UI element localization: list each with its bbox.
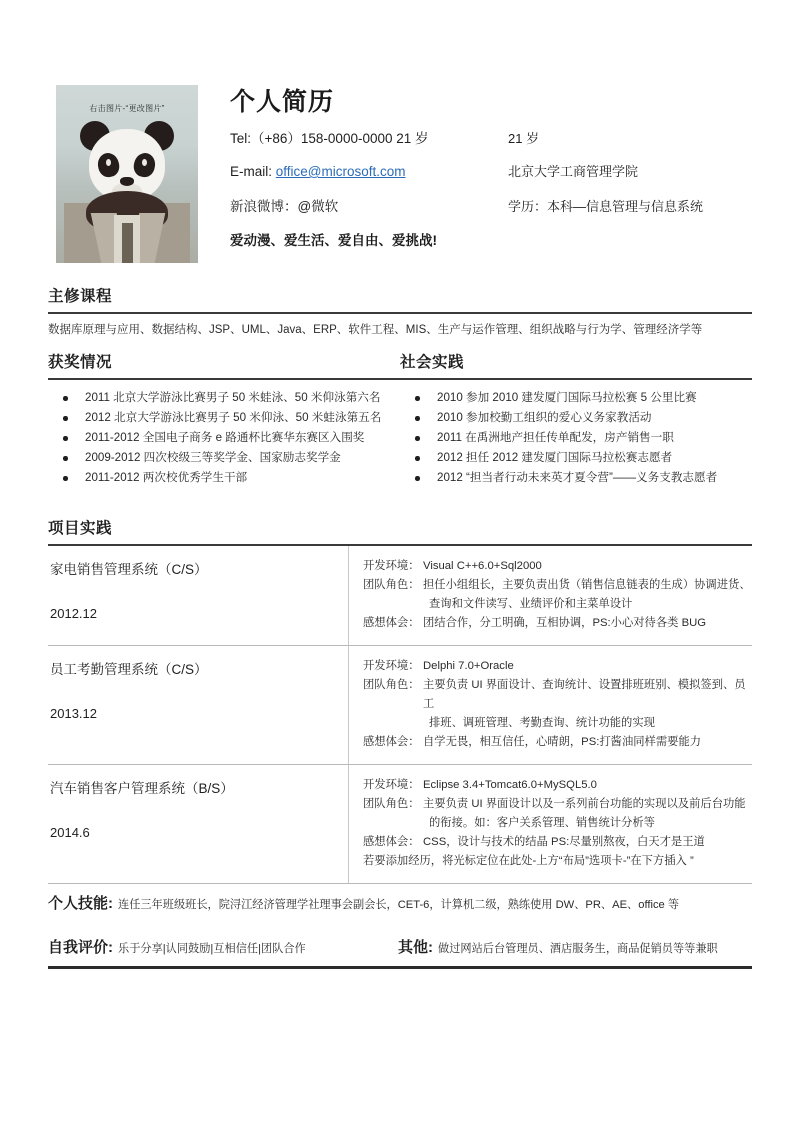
project-role-row [363,795,752,814]
project-summary-cell [48,646,349,765]
project-role-value: 主要负责 UI 界面设计、查询统计、设置排班班别、模拟签到、员工 [423,679,746,710]
tie-icon [122,223,133,263]
panda-nose-icon [120,177,134,186]
table-row [48,765,752,884]
project-env-label: 开发环境： [363,660,420,672]
footer-divider [48,966,752,969]
section-personal-skills [48,892,752,913]
self-evaluation-value: 乐于分享|认同鼓励|互相信任|团队合作 [118,943,306,955]
project-env-value: Visual C++6.0+Sql2000 [423,560,542,572]
other-block [398,936,718,957]
list-item: 2011 在禹洲地产担任传单配发，房产销售一职 [400,428,752,448]
other-label: 其他: [398,939,433,956]
project-role-label: 团队角色： [363,798,420,810]
courses-text: 数据库原理与应用、数据结构、JSP、UML、Java、ERP、软件工程、MIS、生产与运作管理、组织战略与行为学、管理经济学等 [48,324,703,336]
project-role-continuation: 查询和文件读写、业绩评价和主菜单设计 [429,598,633,610]
project-role-row [363,676,752,714]
profile-photo[interactable] [56,85,198,263]
contact-row-weibo [230,195,748,229]
page-title: 个人简历 [230,88,335,116]
degree-value: 学历：本科—信息管理与信息系统 [508,199,704,214]
project-role-row [363,576,752,595]
project-reflection-label: 感想体会： [363,836,420,848]
project-name: 汽车销售客户管理系统（B/S） [50,781,234,796]
project-date: 2014.6 [50,825,90,840]
section-awards [48,352,400,488]
contact-row-tagline [230,229,748,263]
resume-header [56,85,748,265]
header-text-block [230,85,748,263]
list-item: 2012 北京大学游泳比赛男子 50 米仰泳、50 米蛙泳第五名 [48,408,400,428]
awards-list [48,380,400,488]
section-project-practice [48,518,752,884]
project-reflection-label: 感想体会： [363,617,420,629]
self-evaluation-block [48,936,398,957]
contact-row-tel [230,127,748,161]
project-env-row [363,657,752,676]
project-role-continuation: 的衔接。如：客户关系管理、销售统计分析等 [429,817,655,829]
table-row [48,646,752,765]
contact-grid [230,127,748,263]
skills-value: 连任三年班级班长，院浔江经济管理学社理事会副会长，CET-6，计算机二级，熟练使用 DW、PR、AE、office 等 [118,899,680,911]
project-editing-note: 若要添加经历，将光标定位在此处-上方“布局”选项卡-”在下方插入 ” [363,855,694,867]
school-value: 北京大学工商管理学院 [508,164,639,179]
other-value: 做过网站后台管理员、酒店服务生，商品促销员等等兼职 [438,943,718,955]
email-link[interactable]: office@microsoft.com [275,164,406,179]
section-awards-and-practice [48,352,752,488]
list-item: 2011-2012 全国电子商务 e 路通杯比赛华东赛区入围奖 [48,428,400,448]
skills-label: 个人技能: [48,895,113,912]
table-row [48,546,752,646]
practice-list [400,380,752,488]
section-heading-projects: 项目实践 [48,520,113,537]
email-label: E-mail: [230,164,273,179]
panda-pupil-right-icon [142,159,147,166]
project-reflection-label: 感想体会： [363,736,420,748]
section-social-practice [400,352,752,488]
project-detail-cell [349,546,753,646]
list-item: 2009-2012 四次校级三等奖学金、国家励志奖学金 [48,448,400,468]
project-env-label: 开发环境： [363,560,420,572]
projects-table [48,546,752,884]
project-role-label: 团队角色： [363,579,420,591]
project-date: 2013.12 [50,706,97,721]
project-summary-cell [48,765,349,884]
project-name: 员工考勤管理系统（C/S） [50,662,208,677]
self-evaluation-label: 自我评价: [48,939,113,956]
project-summary-cell [48,546,349,646]
panda-pupil-left-icon [106,159,111,166]
email-field [230,164,508,179]
project-reflection-row [363,833,752,852]
project-name: 家电销售管理系统（C/S） [50,562,208,577]
section-heading-courses: 主修课程 [48,288,113,305]
weibo-value: 新浪微博：@微软 [230,199,339,214]
project-role-label: 团队角色： [363,679,420,691]
project-reflection-value: CSS，设计与技术的结晶 PS:尽量别熬夜，白天才是王道 [423,836,705,848]
project-env-row [363,557,752,576]
section-self-evaluation-and-other [48,936,752,957]
tagline: 爱动漫、爱生活、爱自由、爱挑战! [230,233,437,248]
project-env-value: Eclipse 3.4+Tomcat6.0+MySQL5.0 [423,779,597,791]
section-major-courses [48,286,752,338]
project-env-value: Delphi 7.0+Oracle [423,660,514,672]
list-item: 2012 担任 2012 建发厦门国际马拉松赛志愿者 [400,448,752,468]
list-item: 2010 参加 2010 建发厦门国际马拉松赛 5 公里比赛 [400,388,752,408]
project-reflection-row [363,733,752,752]
project-date: 2012.12 [50,606,97,621]
photo-hint-label: 右击图片-“更改图片” [89,104,165,113]
project-reflection-value: 自学无畏，相互信任，心晴朗，PS:打酱油同样需要能力 [423,736,702,748]
project-detail-cell [349,765,753,884]
project-env-label: 开发环境： [363,779,420,791]
list-item: 2010 参加校勤工组织的爱心义务家教活动 [400,408,752,428]
project-reflection-value: 团结合作，分工明确，互相协调，PS:小心对待各类 BUG [423,617,707,629]
section-heading-awards: 获奖情况 [48,354,113,371]
tel-value: Tel:（+86）158-0000-0000 21 岁 [230,131,429,146]
project-role-value: 主要负责 UI 界面设计以及一系列前台功能的实现以及前后台功能 [423,798,746,810]
section-heading-practice: 社会实践 [400,354,465,371]
project-role-value: 担任小组组长，主要负责出货（销售信息链表的生成）协调进货、 [423,579,751,591]
project-env-row [363,776,752,795]
project-role-continuation: 排班、调班管理、考勤查询、统计功能的实现 [429,717,655,729]
list-item: 2012 “担当者行动未来英才夏令营”——义务支教志愿者 [400,468,752,488]
project-reflection-row [363,614,752,633]
list-item: 2011 北京大学游泳比赛男子 50 米蛙泳、50 米仰泳第六名 [48,388,400,408]
age-value: 21 岁 [508,131,540,146]
list-item: 2011-2012 两次校优秀学生干部 [48,468,400,488]
contact-row-email [230,161,748,195]
project-detail-cell [349,646,753,765]
